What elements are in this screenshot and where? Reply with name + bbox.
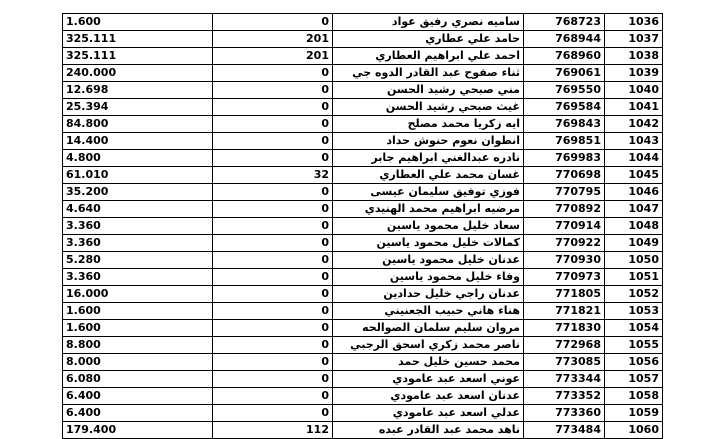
id-cell: 769550 — [524, 82, 605, 99]
seq-cell: 1060 — [605, 422, 663, 439]
seq-cell: 1048 — [605, 218, 663, 235]
id-cell: 768960 — [524, 48, 605, 65]
amount-cell: 4.640 — [63, 201, 213, 218]
amount-cell: 5.280 — [63, 252, 213, 269]
name-cell: مروان سليم سلمان الصوالحه — [333, 320, 524, 337]
count-cell: 0 — [213, 201, 333, 218]
seq-cell: 1039 — [605, 65, 663, 82]
amount-cell: 6.400 — [63, 388, 213, 405]
table-row — [63, 82, 663, 99]
table-body — [63, 14, 663, 439]
name-cell: احمد علي ابراهيم العطاري — [333, 48, 524, 65]
count-cell: 0 — [213, 388, 333, 405]
count-cell: 0 — [213, 65, 333, 82]
count-cell: 0 — [213, 405, 333, 422]
name-cell: محمد حسين خليل حمد — [333, 354, 524, 371]
table-row — [63, 65, 663, 82]
table-row — [63, 201, 663, 218]
table-row — [63, 354, 663, 371]
count-cell: 0 — [213, 184, 333, 201]
count-cell: 0 — [213, 235, 333, 252]
count-cell: 32 — [213, 167, 333, 184]
name-cell: مني صبحي رشيد الحسن — [333, 82, 524, 99]
count-cell: 0 — [213, 303, 333, 320]
id-cell: 771821 — [524, 303, 605, 320]
id-cell: 770795 — [524, 184, 605, 201]
count-cell: 0 — [213, 252, 333, 269]
amount-cell: 14.400 — [63, 133, 213, 150]
name-cell: عدنان راجي خليل حدادين — [333, 286, 524, 303]
table-row — [63, 133, 663, 150]
count-cell: 112 — [213, 422, 333, 439]
table-row — [63, 252, 663, 269]
id-cell: 773085 — [524, 354, 605, 371]
count-cell: 201 — [213, 31, 333, 48]
amount-cell: 3.360 — [63, 235, 213, 252]
seq-cell: 1044 — [605, 150, 663, 167]
table-row — [63, 286, 663, 303]
seq-cell: 1056 — [605, 354, 663, 371]
count-cell: 0 — [213, 133, 333, 150]
id-cell: 769584 — [524, 99, 605, 116]
count-cell: 0 — [213, 337, 333, 354]
table-row — [63, 218, 663, 235]
seq-cell: 1059 — [605, 405, 663, 422]
seq-cell: 1045 — [605, 167, 663, 184]
table-row — [63, 116, 663, 133]
seq-cell: 1052 — [605, 286, 663, 303]
table-row — [63, 150, 663, 167]
table-row — [63, 405, 663, 422]
table-row — [63, 48, 663, 65]
table-row — [63, 99, 663, 116]
amount-cell: 6.080 — [63, 371, 213, 388]
amount-cell: 3.360 — [63, 269, 213, 286]
seq-cell: 1049 — [605, 235, 663, 252]
id-cell: 769851 — [524, 133, 605, 150]
amount-cell: 240.000 — [63, 65, 213, 82]
seq-cell: 1057 — [605, 371, 663, 388]
name-cell: حامد علي عطاري — [333, 31, 524, 48]
seq-cell: 1042 — [605, 116, 663, 133]
name-cell: نادره عبدالغني ابراهيم جابر — [333, 150, 524, 167]
id-cell: 770914 — [524, 218, 605, 235]
table-row — [63, 235, 663, 252]
seq-cell: 1053 — [605, 303, 663, 320]
amount-cell: 4.800 — [63, 150, 213, 167]
name-cell: ساميه نصري رفيق عواد — [333, 14, 524, 31]
name-cell: ناهد محمد عبد القادر عبده — [333, 422, 524, 439]
seq-cell: 1037 — [605, 31, 663, 48]
amount-cell: 61.010 — [63, 167, 213, 184]
count-cell: 0 — [213, 218, 333, 235]
table-row — [63, 167, 663, 184]
name-cell: فوزي توفيق سليمان عيسى — [333, 184, 524, 201]
name-cell: غيث صبحي رشيد الحسن — [333, 99, 524, 116]
table-row — [63, 184, 663, 201]
name-cell: عدنان خليل محمود ياسين — [333, 252, 524, 269]
id-cell: 770892 — [524, 201, 605, 218]
count-cell: 0 — [213, 371, 333, 388]
name-cell: كمالات خليل محمود ياسين — [333, 235, 524, 252]
amount-cell: 35.200 — [63, 184, 213, 201]
table-row — [63, 422, 663, 439]
amount-cell: 8.000 — [63, 354, 213, 371]
name-cell: هناء هاني حبيب الجعنيني — [333, 303, 524, 320]
id-cell: 768944 — [524, 31, 605, 48]
name-cell: ثناء صفوح عبد القادر الدوه جي — [333, 65, 524, 82]
name-cell: سعاد خليل محمود ياسين — [333, 218, 524, 235]
amount-cell: 6.400 — [63, 405, 213, 422]
seq-cell: 1043 — [605, 133, 663, 150]
id-cell: 769843 — [524, 116, 605, 133]
shareholder-table — [62, 13, 663, 439]
name-cell: عدنان اسعد عبد عامودي — [333, 388, 524, 405]
amount-cell: 179.400 — [63, 422, 213, 439]
id-cell: 769061 — [524, 65, 605, 82]
seq-cell: 1041 — [605, 99, 663, 116]
count-cell: 0 — [213, 14, 333, 31]
table-row — [63, 31, 663, 48]
name-cell: غسان محمد علي العطاري — [333, 167, 524, 184]
amount-cell: 3.360 — [63, 218, 213, 235]
name-cell: ايه زكريا محمد مصلح — [333, 116, 524, 133]
id-cell: 773360 — [524, 405, 605, 422]
id-cell: 770698 — [524, 167, 605, 184]
count-cell: 0 — [213, 82, 333, 99]
name-cell: عوني اسعد عبد عامودي — [333, 371, 524, 388]
table-row — [63, 320, 663, 337]
id-cell: 769983 — [524, 150, 605, 167]
seq-cell: 1051 — [605, 269, 663, 286]
name-cell: ناصر محمد زكري اسحق الرجبي — [333, 337, 524, 354]
count-cell: 201 — [213, 48, 333, 65]
seq-cell: 1054 — [605, 320, 663, 337]
id-cell: 772968 — [524, 337, 605, 354]
table-row — [63, 14, 663, 31]
amount-cell: 25.394 — [63, 99, 213, 116]
table-row — [63, 303, 663, 320]
table-row — [63, 269, 663, 286]
name-cell: وفاء خليل محمود ياسين — [333, 269, 524, 286]
name-cell: مرضيه ابراهيم محمد الهنيدي — [333, 201, 524, 218]
seq-cell: 1038 — [605, 48, 663, 65]
table-row — [63, 337, 663, 354]
id-cell: 770930 — [524, 252, 605, 269]
id-cell: 771830 — [524, 320, 605, 337]
count-cell: 0 — [213, 286, 333, 303]
table-row — [63, 371, 663, 388]
id-cell: 770922 — [524, 235, 605, 252]
seq-cell: 1040 — [605, 82, 663, 99]
seq-cell: 1046 — [605, 184, 663, 201]
amount-cell: 12.698 — [63, 82, 213, 99]
amount-cell: 1.600 — [63, 14, 213, 31]
seq-cell: 1050 — [605, 252, 663, 269]
seq-cell: 1047 — [605, 201, 663, 218]
table-row — [63, 388, 663, 405]
id-cell: 768723 — [524, 14, 605, 31]
count-cell: 0 — [213, 354, 333, 371]
seq-cell: 1058 — [605, 388, 663, 405]
count-cell: 0 — [213, 99, 333, 116]
id-cell: 771805 — [524, 286, 605, 303]
amount-cell: 1.600 — [63, 320, 213, 337]
name-cell: انطوان نعوم حنوش حداد — [333, 133, 524, 150]
id-cell: 770973 — [524, 269, 605, 286]
seq-cell: 1036 — [605, 14, 663, 31]
count-cell: 0 — [213, 269, 333, 286]
amount-cell: 1.600 — [63, 303, 213, 320]
id-cell: 773484 — [524, 422, 605, 439]
amount-cell: 325.111 — [63, 48, 213, 65]
amount-cell: 325.111 — [63, 31, 213, 48]
id-cell: 773344 — [524, 371, 605, 388]
amount-cell: 16.000 — [63, 286, 213, 303]
id-cell: 773352 — [524, 388, 605, 405]
seq-cell: 1055 — [605, 337, 663, 354]
count-cell: 0 — [213, 150, 333, 167]
count-cell: 0 — [213, 320, 333, 337]
amount-cell: 8.800 — [63, 337, 213, 354]
count-cell: 0 — [213, 116, 333, 133]
name-cell: عدلي اسعد عبد عامودي — [333, 405, 524, 422]
amount-cell: 84.800 — [63, 116, 213, 133]
